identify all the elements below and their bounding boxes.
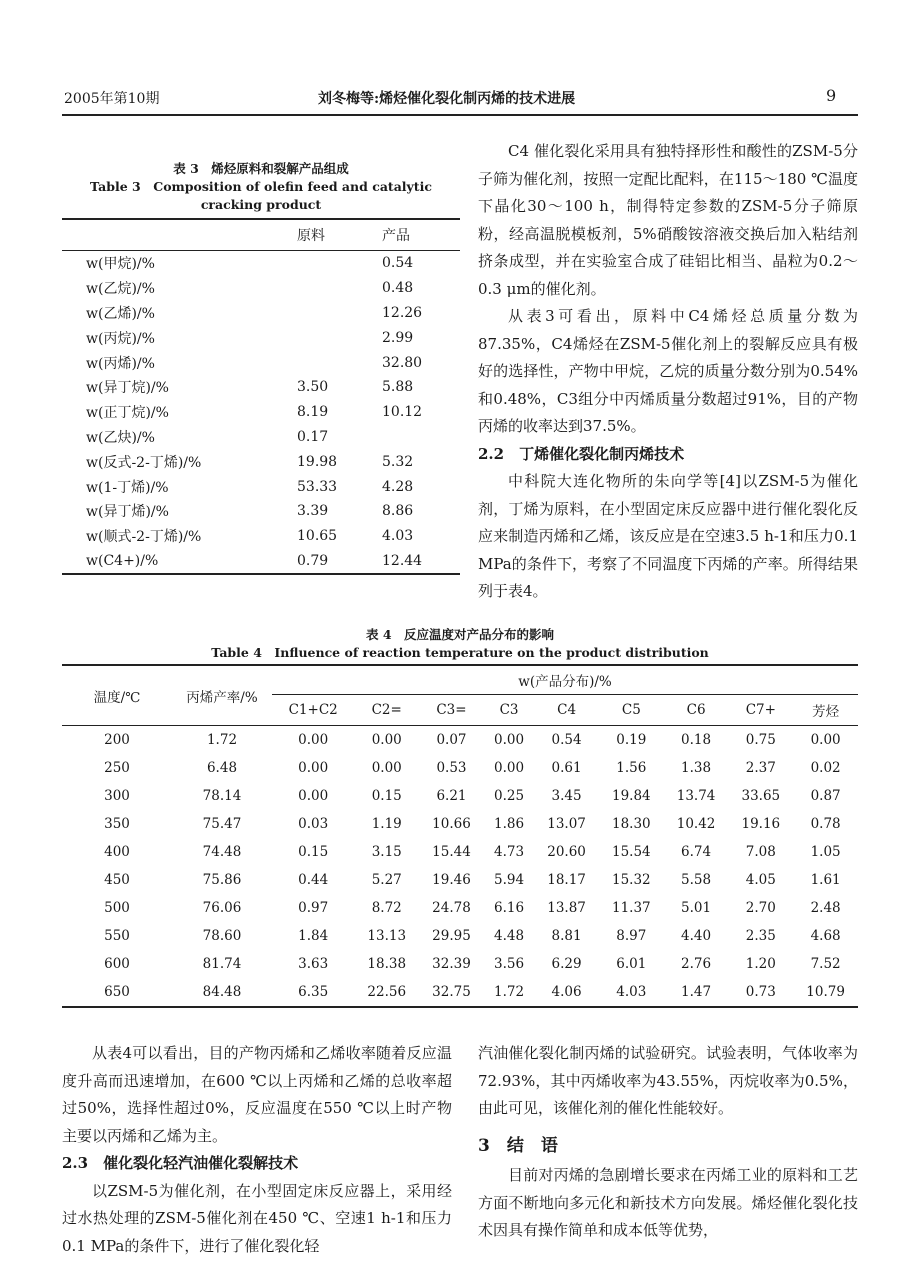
table3-cell-feed	[297, 251, 382, 276]
table4-cell: 5.01	[681, 900, 712, 916]
paragraph-butene-cracking: 中科院大连化物所的朱向学等[4]以ZSM-5为催化剂，丁烯为原料，在小型固定床反应器中进行催化裂化反应来制造丙烯和乙烯，该反应是在空速3.5 h-1和压力0.1 MPa的条件下，考察了不同温度下丙烯的产率。所得结果列于表4。	[478, 472, 858, 600]
table3-header-feed: 原料	[297, 228, 325, 244]
table3-cell-item: w(乙烷)/%	[86, 281, 155, 298]
table4-cell: 78.60	[202, 928, 242, 944]
table4-cell: 6.21	[436, 788, 467, 804]
header-issue: 2005年第10期	[64, 91, 160, 107]
section-2-3-heading: 2.3 催化裂化轻汽油催化裂解技术	[62, 1154, 299, 1172]
table4-subheader: C7+	[745, 702, 776, 718]
table4-cell: 19.16	[741, 816, 781, 832]
paragraph-gasoline-cracking: 以ZSM-5为催化剂，在小型固定床反应器上，采用经过水热处理的ZSM-5催化剂在450 ℃、空速1 h-1和压力0.1 MPa的条件下，进行了催化裂化轻	[62, 1181, 452, 1255]
table4-cell: 18.17	[547, 872, 586, 888]
table3-row	[62, 474, 460, 499]
table4-body	[62, 726, 858, 1008]
table3-cell-item: w(丙烯)/%	[86, 355, 155, 372]
paragraph-catalyst-prep: C4 催化裂化采用具有独特择形性和酸性的ZSM-5分子筛为催化剂，按照一定配比配料，在115～180 ℃温度下晶化30～100 h，制得特定参数的ZSM-5分子筛原粉，经高温脱模板剂，5%硝酸铵溶液交换后加入粘结剂挤条成型，并在实验室合成了硅铝比相当、晶粒为0.2～0.3 μm的催化剂。	[478, 142, 858, 298]
header-rule	[62, 114, 858, 116]
header-title: 刘冬梅等:烯烃催化裂化制丙烯的技术进展	[318, 91, 576, 107]
table4-row	[62, 754, 858, 782]
table4-cell: 0.19	[616, 732, 647, 748]
table4-cell: 4.48	[493, 928, 525, 944]
table3-cell-product: 4.28	[382, 478, 414, 495]
table4-cell: 4.05	[745, 872, 776, 888]
table4-cell: 0.00	[493, 732, 525, 748]
table4-cell: 400	[104, 844, 130, 860]
table4-cell: 4.03	[616, 984, 647, 1000]
table3-cell-item: w(正丁烷)/%	[86, 405, 169, 422]
table4-cell: 32.39	[432, 956, 471, 972]
table4-subheader: C2=	[371, 702, 402, 718]
table4-cell: 18.30	[612, 816, 651, 832]
table4-cell: 1.72	[206, 732, 238, 748]
table4-subheader: C5	[621, 702, 641, 718]
table4-cell: 4.06	[551, 984, 582, 1000]
table3-cell-item: w(乙烯)/%	[86, 305, 155, 322]
table4-subheader: C3=	[436, 702, 467, 718]
table3-row	[62, 276, 460, 301]
table4-cell: 8.72	[371, 900, 402, 916]
table4-cell: 0.02	[810, 760, 841, 776]
table4-cell: 0.15	[298, 844, 329, 860]
table4-cell: 6.29	[551, 956, 582, 972]
table4-cell: 0.73	[745, 984, 776, 1000]
table3-cell-item: w(顺式-2-丁烯)/%	[86, 529, 202, 546]
table3-cell-item: w(反式-2-丁烯)/%	[86, 454, 202, 471]
table3-cell-feed: 8.19	[297, 404, 329, 421]
table3-caption-en-line2: cracking product	[200, 197, 322, 212]
table4-cell: 22.56	[367, 984, 407, 1000]
table4-cell: 2.48	[810, 900, 841, 916]
table3-row	[62, 499, 460, 524]
table4-cell: 13.13	[367, 928, 407, 944]
table4-row	[62, 782, 858, 810]
table4-cell: 0.54	[551, 732, 582, 748]
table4-cell: 13.74	[676, 788, 716, 804]
table4-row	[62, 922, 858, 950]
table4-row	[62, 950, 858, 978]
table3-row	[62, 251, 460, 276]
table4-cell: 8.97	[616, 928, 647, 944]
table4-cell: 20.60	[547, 844, 586, 860]
table3-cell-product: 32.80	[382, 354, 423, 371]
table4-cell: 74.48	[202, 844, 242, 860]
table4-cell: 0.00	[298, 760, 329, 776]
table3-row	[62, 400, 460, 425]
table3-header-product: 产品	[382, 228, 410, 244]
section-3-heading: 3 结 语	[478, 1135, 558, 1156]
table4-cell: 3.15	[371, 844, 402, 860]
table4-row	[62, 866, 858, 894]
table3-cell-product: 12.26	[382, 304, 423, 321]
table4-cell: 4.68	[810, 928, 841, 944]
table4-cell: 6.48	[206, 760, 238, 776]
table3-row	[62, 549, 460, 575]
table4-cell: 0.00	[371, 732, 402, 748]
table4-cell: 4.73	[493, 844, 525, 860]
table4-row	[62, 978, 858, 1007]
table4-cell: 0.87	[810, 788, 841, 804]
table3-cell-item: w(乙炔)/%	[86, 429, 155, 446]
table4-cell: 75.86	[202, 872, 242, 888]
table4-cell: 4.40	[681, 928, 712, 944]
table4-cell: 1.47	[681, 984, 712, 1000]
bottom-right-column	[478, 1040, 858, 1245]
table4-cell: 450	[104, 872, 130, 888]
table4-cell: 0.00	[298, 788, 329, 804]
table4-cell: 2.35	[745, 928, 776, 944]
table4-subheader: 芳烃	[812, 704, 840, 720]
table4-cell: 0.97	[298, 900, 329, 916]
table4-cell: 24.78	[432, 900, 471, 916]
table3-row	[62, 524, 460, 549]
table3-cell-product: 0.48	[382, 280, 414, 297]
table4-row	[62, 810, 858, 838]
table3-cell-feed: 3.39	[297, 503, 329, 520]
table4-cell: 5.94	[493, 872, 525, 888]
table4-header-yield: 丙烯产率/%	[172, 665, 272, 726]
table4-cell: 1.19	[371, 816, 402, 832]
table4-cell: 1.38	[681, 760, 712, 776]
table4-cell: 84.48	[202, 984, 242, 1000]
table4-subheader: C3	[499, 702, 519, 718]
table4-cell: 10.79	[806, 984, 845, 1000]
table4-cell: 1.84	[298, 928, 329, 944]
table4-cell: 76.06	[202, 900, 242, 916]
table4-cell: 1.72	[493, 984, 525, 1000]
table4-cell: 7.08	[745, 844, 776, 860]
table4-cell: 0.00	[810, 732, 841, 748]
table4-cell: 250	[104, 760, 130, 776]
table4-cell: 18.38	[367, 956, 407, 972]
table4-cell: 15.44	[432, 844, 471, 860]
table4-cell: 3.45	[551, 788, 582, 804]
page-number: 9	[826, 86, 837, 105]
table4-cell: 550	[104, 928, 130, 944]
table3-cell-item: w(1-丁烯)/%	[86, 479, 169, 496]
table4-cell: 19.84	[612, 788, 651, 804]
table4	[62, 664, 858, 1008]
table4-cell: 0.61	[551, 760, 582, 776]
table4-cell: 0.53	[436, 760, 467, 776]
table4-cell: 81.74	[202, 956, 242, 972]
paragraph-conclusion: 目前对丙烯的急剧增长要求在丙烯工业的原料和工艺方面不断地向多元化和新技术方向发展。烯烃催化裂化技术因具有操作简单和成本低等优势，	[478, 1166, 858, 1239]
table4-cell: 15.54	[612, 844, 651, 860]
table3-cell-product	[382, 425, 460, 450]
paragraph-gasoline-results: 汽油催化裂化制丙烯的试验研究。试验表明，气体收率为72.93%，其中丙烯收率为43.55%，丙烷收率为0.5%，由此可见，该催化剂的催化性能较好。	[478, 1044, 858, 1117]
table4-cell: 33.65	[741, 788, 781, 804]
table3-body	[62, 251, 460, 575]
table4-cell: 0.15	[371, 788, 402, 804]
table4-cell: 2.76	[681, 956, 712, 972]
table3-cell-feed: 3.50	[297, 379, 329, 396]
table3-cell-product: 5.88	[382, 379, 414, 396]
table4-cell: 32.75	[432, 984, 471, 1000]
table4-cell: 0.18	[681, 732, 712, 748]
section-2-2-heading: 2.2 丁烯催化裂化制丙烯技术	[478, 444, 685, 463]
table4-row	[62, 894, 858, 922]
table4-cell: 1.56	[616, 760, 647, 776]
table4-cell: 10.42	[676, 816, 716, 832]
table3-row	[62, 301, 460, 326]
table4-cell: 6.01	[616, 956, 647, 972]
table3-cell-product: 4.03	[382, 528, 414, 545]
table3-cell-feed: 19.98	[297, 453, 338, 470]
table4-subheader: C6	[686, 702, 706, 718]
table3-caption	[62, 160, 460, 214]
table4-cell: 5.58	[681, 872, 712, 888]
table4-subheader: C4	[557, 702, 577, 718]
table4-cell: 600	[104, 956, 130, 972]
table3-cell-item: w(丙烷)/%	[86, 330, 155, 347]
table4-cell: 0.00	[371, 760, 402, 776]
table4-cell: 6.16	[493, 900, 525, 916]
table4-cell: 19.46	[432, 872, 471, 888]
table4-cell: 0.00	[298, 732, 329, 748]
table4-row	[62, 838, 858, 866]
table4-cell: 8.81	[551, 928, 582, 944]
table4-cell: 15.32	[612, 872, 651, 888]
table3-cell-feed	[297, 301, 382, 326]
table4-cell: 0.00	[493, 760, 525, 776]
table4-cell: 13.87	[547, 900, 586, 916]
table4-group-header: w(产品分布)/%	[272, 665, 858, 695]
table4-cell: 2.37	[745, 760, 776, 776]
paragraph-table3-analysis: 从表3可看出，原料中C4烯烃总质量分数为87.35%，C4烯烃在ZSM-5催化剂上的裂解反应具有极好的选择性，产物中甲烷，乙烷的质量分数分别为0.54%和0.48%，C3组分中丙烯质量分数超过91%，目的产物丙烯的收率达到37.5%。	[478, 307, 858, 435]
table4-caption	[62, 626, 858, 662]
table3-cell-item: w(甲烷)/%	[86, 256, 155, 273]
table4-cell: 78.14	[202, 788, 242, 804]
table3-cell-feed: 0.17	[297, 428, 329, 445]
table4-cell: 1.05	[810, 844, 841, 860]
table3-cell-feed	[297, 350, 382, 375]
table3-row	[62, 325, 460, 350]
table4-cell: 350	[104, 816, 130, 832]
table3-cell-product: 2.99	[382, 329, 414, 346]
table3-cell-feed: 0.79	[297, 552, 329, 569]
table4-cell: 5.27	[371, 872, 402, 888]
table3-row	[62, 375, 460, 400]
table4-cell: 1.20	[745, 956, 776, 972]
table4-cell: 650	[104, 984, 130, 1000]
table3-cell-item: w(C4+)/%	[86, 552, 159, 569]
table3-caption-en-line1: Table 3 Composition of olefin feed and catalytic	[90, 179, 432, 194]
table3-cell-item: w(异丁烯)/%	[86, 504, 169, 521]
table3-cell-product: 8.86	[382, 503, 414, 520]
table4-caption-en: Table 4 Influence of reaction temperature on the product distribution	[211, 645, 709, 660]
table4-caption-cn: 表 4 反应温度对产品分布的影响	[365, 627, 555, 642]
table3-cell-feed: 10.65	[297, 528, 338, 545]
table3-row	[62, 350, 460, 375]
table4-cell: 0.25	[493, 788, 525, 804]
table4-cell: 2.70	[745, 900, 776, 916]
table4-cell: 3.63	[298, 956, 329, 972]
table3-cell-feed: 53.33	[297, 478, 338, 495]
table4-row	[62, 726, 858, 755]
table4-cell: 200	[104, 732, 130, 748]
table3-cell-product: 5.32	[382, 453, 414, 470]
table4-cell: 300	[104, 788, 130, 804]
table4-cell: 3.56	[493, 956, 525, 972]
table3-cell-product: 0.54	[382, 255, 414, 272]
table3-cell-product: 12.44	[382, 552, 423, 569]
table3-row	[62, 425, 460, 450]
table4-cell: 0.03	[298, 816, 329, 832]
table4-cell: 13.07	[547, 816, 586, 832]
table4-cell: 1.61	[810, 872, 841, 888]
paragraph-table4-analysis: 从表4可以看出，目的产物丙烯和乙烯收率随着反应温度升高而迅速增加，在600 ℃以上丙烯和乙烯的总收率超过50%，选择性超过0%，反应温度在550 ℃以上时产物主要以丙烯和乙烯为主。	[62, 1044, 452, 1145]
table4-cell: 1.86	[493, 816, 525, 832]
table4-cell: 6.35	[298, 984, 329, 1000]
table4-cell: 11.37	[612, 900, 651, 916]
table4-header-temp: 温度/℃	[62, 665, 172, 726]
table4-cell: 75.47	[202, 816, 242, 832]
table3-cell-feed	[297, 276, 382, 301]
table3-cell-item: w(异丁烷)/%	[86, 380, 169, 397]
table4-subheader: C1+C2	[288, 702, 338, 718]
table4-cell: 6.74	[681, 844, 712, 860]
table3	[62, 218, 460, 575]
table3-cell-feed	[297, 325, 382, 350]
table4-cell: 500	[104, 900, 130, 916]
table4-cell: 10.66	[432, 816, 471, 832]
table4-cell: 0.78	[810, 816, 841, 832]
bottom-left-column	[62, 1040, 452, 1260]
table3-caption-cn: 表 3 烯烃原料和裂解产品组成	[173, 161, 349, 176]
table4-cell: 29.95	[432, 928, 471, 944]
right-column	[478, 138, 858, 606]
table3-row	[62, 449, 460, 474]
table3-cell-product: 10.12	[382, 404, 423, 421]
table4-cell: 0.44	[298, 872, 329, 888]
table4-cell: 0.75	[745, 732, 776, 748]
table4-cell: 7.52	[810, 956, 841, 972]
table3-header-blank	[62, 219, 297, 251]
table4-cell: 0.07	[436, 732, 467, 748]
